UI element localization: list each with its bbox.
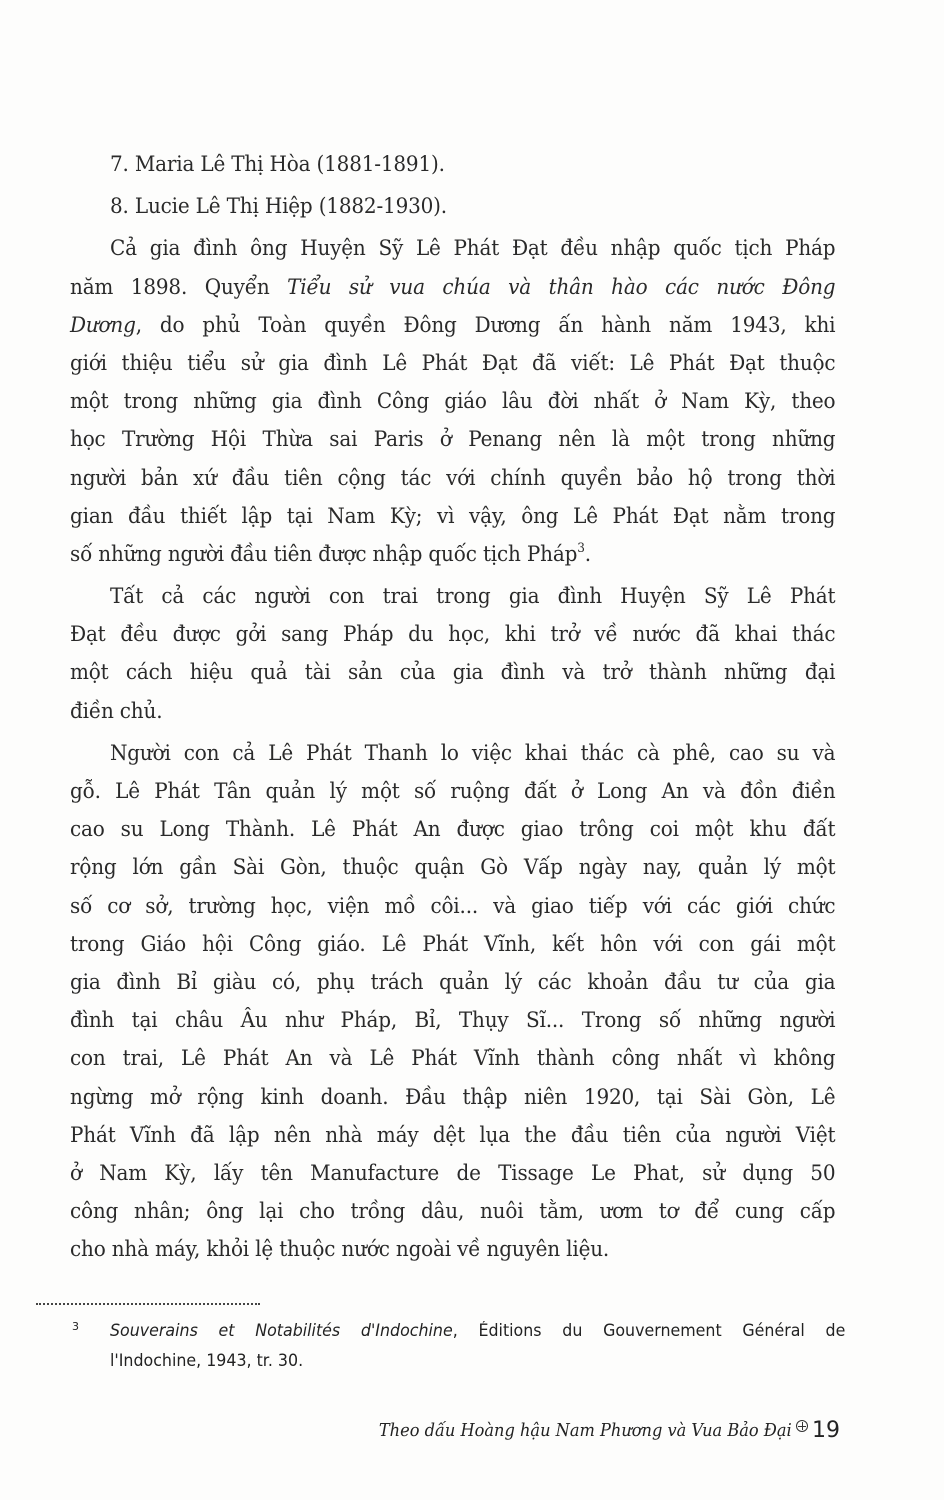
page-number: 19 xyxy=(812,1418,840,1443)
footnote-line: l'Indochine, 1943, tr. 30. xyxy=(110,1351,304,1370)
paragraph-sons-education xyxy=(70,578,835,731)
text-line: số cơ sở, trường học, viện mồ côi... và giao tiếp với các giới chức xyxy=(70,893,836,919)
text-segment: , Éditions du Gouvernement Général de xyxy=(452,1321,846,1340)
paragraph-businesses xyxy=(70,735,835,1270)
text-segment: , do phủ Toàn quyền Đông Dương ấn hành năm 1943, khi xyxy=(135,312,836,338)
list-item: 7. Maria Lê Thị Hòa (1881-1891). xyxy=(109,152,445,177)
text-line: Cả gia đình ông Huyện Sỹ Lê Phát Đạt đều nhập quốc tịch Pháp xyxy=(109,236,836,262)
text-line xyxy=(70,269,835,307)
text-line: điền chủ. xyxy=(70,698,163,724)
main-text xyxy=(70,146,835,1269)
footnote-line xyxy=(110,1316,845,1346)
list-item: 8. Lucie Lê Thị Hiệp (1882-1930). xyxy=(109,194,447,220)
footnote-body xyxy=(110,1316,846,1376)
text-line: đình tại châu Âu như Pháp, Bỉ, Thụy Sĩ... Trong số những người xyxy=(70,1008,836,1034)
text-line: học Trường Hội Thừa sai Paris ở Penang nên là một trong những xyxy=(70,427,836,453)
text-line: Tất cả các người con trai trong gia đình Huyện Sỹ Lê Phát xyxy=(109,584,836,610)
running-title: Theo dấu Hoàng hậu Nam Phương và Vua Bảo Đại xyxy=(379,1420,792,1441)
text-line: Phát Vĩnh đã lập nên nhà máy dệt lụa the đầu tiên của người Việt xyxy=(70,1122,836,1148)
text-line: giới thiệu tiểu sử gia đình Lê Phát Đạt đã viết: Lê Phát Đạt thuộc xyxy=(70,350,836,376)
text-line xyxy=(70,536,835,574)
text-line: một cách hiệu quả tài sản của gia đình và trở thành những đại xyxy=(70,660,836,686)
footnote-separator xyxy=(36,1303,260,1305)
book-title-italic: Tiểu sử vua chúa và thân hào các nước Đông xyxy=(287,274,836,300)
text-line: công nhân; ông lại cho trồng dâu, nuôi tằm, ươm tơ để cung cấp xyxy=(70,1199,836,1225)
footnote xyxy=(72,1316,846,1376)
text-line: gia đình Bỉ giàu có, phụ trách quản lý các khoản đầu tư của gia xyxy=(70,969,836,995)
paragraph-naturalization xyxy=(70,230,835,574)
book-page xyxy=(70,146,836,1269)
text-line xyxy=(70,307,835,345)
text-line: con trai, Lê Phát An và Lê Phát Vĩnh thành công nhất vì không xyxy=(70,1046,836,1072)
text-line: người bản xứ đầu tiên cộng tác với chính quyền bảo hộ trong thời xyxy=(70,465,836,491)
book-title-italic: Dương xyxy=(70,312,136,338)
footnote-number: 3 xyxy=(72,1320,79,1333)
text-line: Đạt đều được gởi sang Pháp du học, khi trở về nước đã khai thác xyxy=(70,622,836,648)
text-segment: . xyxy=(584,541,591,567)
text-line: gỗ. Lê Phát Tân quản lý một số ruộng đất ở Long An và đồn điền xyxy=(70,779,836,804)
text-line: ngừng mở rộng kinh doanh. Đầu thập niên 1920, tại Sài Gòn, Lê xyxy=(70,1084,836,1110)
text-line: cao su Long Thành. Lê Phát An được giao trông coi một khu đất xyxy=(70,817,836,843)
text-line: trong Giáo hội Công giáo. Lê Phát Vĩnh, kết hôn với con gái một xyxy=(70,931,836,957)
text-line: cho nhà máy, khỏi lệ thuộc nước ngoài về nguyên liệu. xyxy=(70,1237,610,1263)
text-line: một trong những gia đình Công giáo lâu đời nhất ở Nam Kỳ, theo xyxy=(70,389,836,415)
footnote-reference[interactable]: 3 xyxy=(577,540,585,556)
text-line: ở Nam Kỳ, lấy tên Manufacture de Tissage Le Phat, sử dụng 50 xyxy=(70,1160,836,1186)
compass-rose-icon xyxy=(796,1420,808,1432)
text-segment: số những người đầu tiên được nhập quốc tịch Pháp xyxy=(70,541,578,567)
text-line: rộng lớn gần Sài Gòn, thuộc quận Gò Vấp ngày nay, quản lý một xyxy=(70,855,836,881)
footnote-source-title: Souverains et Notabilités d'Indochine xyxy=(110,1321,453,1340)
text-line: Người con cả Lê Phát Thanh lo việc khai thác cà phê, cao su và xyxy=(109,740,836,766)
text-segment: năm 1898. Quyển xyxy=(70,274,288,300)
running-footer xyxy=(333,1416,840,1446)
text-line: gian đầu thiết lập tại Nam Kỳ; vì vậy, ông Lê Phát Đạt nằm trong xyxy=(70,503,836,529)
